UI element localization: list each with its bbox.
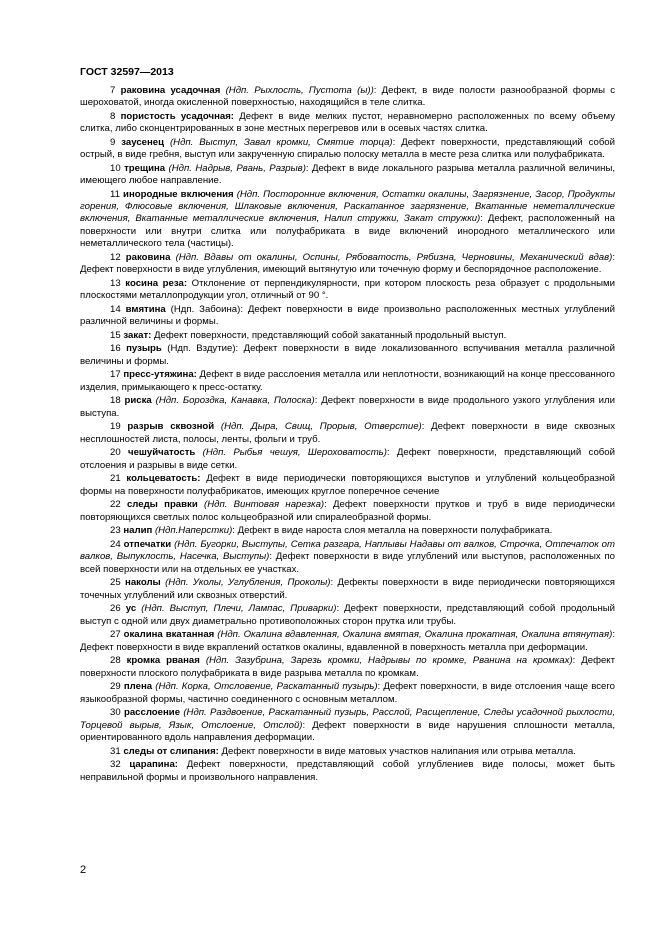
term-definition: : Дефект поверхности, представляющий собой острый, в виде гребня, выступ или закрученную спиралью полоску металла в месте реза слитка или полуфабриката. xyxy=(80,137,616,161)
page-number: 2 xyxy=(80,864,87,876)
term-entry xyxy=(80,681,615,705)
term-number: 10 xyxy=(110,163,121,174)
term-number: 19 xyxy=(110,421,121,433)
term-synonyms: (Ндп. Бугорки, Выступы, Сетка разгара, Наплывы Надавы от валков, Строчка, Отпечаток от валков, Выпуклость, Насечка, Выступы) xyxy=(80,539,616,563)
term-name: вмятина xyxy=(125,303,166,315)
term-number: 20 xyxy=(110,447,121,459)
term-synonyms: (Ндп. Уколы, Углубления, Проколы) xyxy=(165,577,331,589)
term-number: 24 xyxy=(110,539,121,551)
term-synonyms: (Ндп. Выступ, Завал кромки, Смятие торца) xyxy=(169,137,393,148)
term-name: окалина вкатанная xyxy=(123,629,215,641)
term-entry xyxy=(80,746,615,758)
term-name: плена xyxy=(123,681,153,693)
term-synonyms: (Ндп. Вдавы от окалины, Оспины, Рябоватость, Рябизна, Черновины, Механический вдав) xyxy=(175,251,613,263)
term-synonyms: (Ндп. Дыра, Свищ, Прорыв, Отверстие) xyxy=(220,421,422,433)
term-definition: : Дефект поверхности прутков и труб в виде периодически повторяющихся светлых полос кольцеобразной или спиралеобразной формы. xyxy=(80,499,615,523)
term-definition: Дефект поверхности, представляющий собой углублениев виде полосы, может быть неправильной формы и произвольного направления. xyxy=(80,759,615,783)
term-definition: (Ндп. Забоина): Дефект поверхности в виде произвольно расположенных местных углублений различной величины и формы. xyxy=(80,303,615,327)
term-number: 15 xyxy=(110,329,121,341)
term-name: чешуйчатость xyxy=(128,447,196,459)
term-number: 26 xyxy=(110,603,121,615)
term-definition: Отклонение от перпендикулярности, при котором плоскость реза образует с продольными плоскостями металлопродукции угол, отличный от 90 °. xyxy=(80,277,616,301)
term-definition: : Дефект поверхности в виде вкраплений остатков окалины, вдавленной в поверхность металла при деформации. xyxy=(80,629,615,653)
term-synonyms: (Ндп. Зазубрина, Зарезь кромки, Надрывы по кромке, Рванина на кромках) xyxy=(205,655,573,667)
term-name: царапина: xyxy=(129,759,178,771)
term-definition: : Дефект, в виде полости разнообразной формы с шероховатой, иногда окисленной поверхностью, находящийся в теле слитка. xyxy=(80,85,616,109)
term-definition: : Дефект поверхности, представляющий собой отслоения и разрывы в виде сетки. xyxy=(80,447,615,471)
term-entry xyxy=(80,163,615,187)
term-synonyms: (Ндп. Окалина вдавленная, Окалина вмятая, Окалина прокатная, Окалина втянутая) xyxy=(217,629,613,641)
document-body xyxy=(80,85,615,785)
term-number: 31 xyxy=(110,745,121,757)
term-name: заусенец xyxy=(121,137,165,148)
term-synonyms: (Ндп. Винтовая нарезка) xyxy=(204,499,325,511)
term-entry xyxy=(80,395,615,419)
term-synonyms: (Ндп. Бороздка, Канавка, Полоска) xyxy=(155,395,315,407)
term-number: 29 xyxy=(110,681,121,693)
term-definition: Дефект поверхности, представляющий собой закатанный продольный выступ. xyxy=(151,329,507,341)
term-name: налип xyxy=(123,525,153,537)
term-definition: : Дефект в виде локального разрыва металла различной величины, имеющего любое направление. xyxy=(80,163,616,187)
term-entry xyxy=(80,189,615,250)
term-synonyms: (Ндп. Посторонние включения, Остатки окалины, Загрязнение, Засор, Продукты горения, Флюсовые включения, Шлаковые включения, Раскатанное загрязнение, Вкатанные неметаллические включения, Вкатанные металлические включения, Налип стружки, Закат стружки) xyxy=(80,189,615,225)
term-definition: : Дефект поверхности плоского полуфабриката в виде разрыва металла по кромкам. xyxy=(80,655,615,679)
term-entry xyxy=(80,111,615,135)
term-number: 27 xyxy=(110,629,121,641)
term-name: закат: xyxy=(123,329,152,341)
term-name: инородные включения xyxy=(123,189,234,200)
term-number: 17 xyxy=(110,369,121,381)
term-entry xyxy=(80,137,615,161)
term-entry xyxy=(80,421,615,445)
term-name: трещина xyxy=(124,163,166,174)
term-synonyms: (Ндп. Надрыв, Рвань, Разрыв) xyxy=(168,163,306,174)
term-entry xyxy=(80,278,615,302)
term-definition: : Дефект поверхности в виде углублений или выступов, расположенных по всей поверхности или на отдельных ее участках. xyxy=(80,551,615,575)
term-name: пресс-утяжина: xyxy=(123,369,197,381)
term-synonyms: (Ндп. Рыхлость, Пустота (ы)) xyxy=(225,85,374,96)
term-name: пористость усадочная: xyxy=(120,111,235,122)
term-number: 9 xyxy=(110,137,116,148)
term-number: 13 xyxy=(110,277,121,289)
term-definition: (Ндп. Вздутие): Дефект поверхности в виде локализованного вспучивания металла различной величины и формы. xyxy=(80,343,615,367)
term-entry xyxy=(80,525,615,537)
term-number: 22 xyxy=(110,499,121,511)
term-synonyms: (Ндп. Корка, Отсловение, Раскатанный пузырь) xyxy=(155,681,378,693)
term-definition: : Дефект поверхности в виде нарушения сплошности металла, ориентированного вдоль направления деформации. xyxy=(80,719,615,743)
term-entry xyxy=(80,577,615,601)
document-header: ГОСТ 32597—2013 xyxy=(80,66,174,78)
term-entry xyxy=(80,629,615,653)
term-definition: : Дефект поверхности, представляющий собой продольный выступ с одной или двух диаметрально противоположных сторон прутка или трубы. xyxy=(80,603,615,627)
term-number: 11 xyxy=(110,189,120,200)
term-entry xyxy=(80,252,615,276)
term-name: следы правки xyxy=(126,499,198,511)
term-entry xyxy=(80,759,615,783)
term-name: косина реза: xyxy=(125,277,188,289)
term-definition: : Дефект поверхности в виде продольного узкого углубления или выступа. xyxy=(80,395,615,419)
term-number: 18 xyxy=(110,395,121,407)
term-name: наколы xyxy=(125,577,161,589)
term-entry xyxy=(80,473,615,497)
term-entry xyxy=(80,304,615,328)
term-entry xyxy=(80,655,615,679)
term-name: раковина xyxy=(125,251,171,263)
term-synonyms: (Ндп. Выступ, Плечи, Лампас, Приварки) xyxy=(141,603,337,615)
term-definition: Дефект поверхности в виде матовых участков налипания или отрыва металла. xyxy=(218,745,576,757)
term-synonyms: (Ндп. Раздвоение, Раскатанный пузырь, Расслой, Расщепление, Следы усадочной рыхлости, Торцевой вырыв, Язык, Отслоение, Отслой) xyxy=(80,707,615,731)
term-name: расслоение xyxy=(123,707,181,719)
term-number: 28 xyxy=(110,655,121,667)
term-entry xyxy=(80,603,615,627)
term-definition: : Дефект поверхности в виде углубления, имеющий вытянутую или точечную форму и беспорядочное расположение. xyxy=(80,251,616,275)
term-definition: : Дефект поверхности, в виде отслоения чаще всего языкообразной формы, частично соединенного с основным металлом. xyxy=(80,681,615,705)
term-definition: : Дефект поверхности в виде сквозных несплошностей листа, полосы, ленты, фольги и труб. xyxy=(80,421,616,445)
term-number: 25 xyxy=(110,577,121,589)
term-number: 16 xyxy=(110,343,121,355)
term-number: 21 xyxy=(110,473,121,485)
term-number: 7 xyxy=(110,85,116,96)
term-number: 12 xyxy=(110,251,121,263)
term-definition: Дефект в виде периодически повторяющихся выступов и углублений кольцеобразной формы на поверхности полуфабрикатов, имеющих круглое поперечное сечение xyxy=(80,473,616,497)
term-name: кольцеватость: xyxy=(126,473,201,485)
term-name: следы от слипания: xyxy=(123,745,219,757)
term-number: 8 xyxy=(110,111,116,122)
term-synonyms: (Ндп.Наперстки) xyxy=(154,525,233,537)
term-entry xyxy=(80,447,615,471)
term-entry xyxy=(80,369,615,393)
term-number: 32 xyxy=(110,759,121,771)
term-entry xyxy=(80,330,615,342)
term-entry xyxy=(80,707,615,744)
term-number: 30 xyxy=(110,707,121,719)
term-definition: : Дефект в виде нароста слоя металла на поверхности полуфабриката. xyxy=(232,525,553,537)
term-definition: : Дефект, расположенный на поверхности или внутри слитка или полуфабриката в виде включений инородного металлического или неметаллического тела (частицы). xyxy=(80,213,616,249)
term-name: кромка рваная xyxy=(126,655,200,667)
term-definition: : Дефекты поверхности в виде периодически повторяющихся точечных углублений или сквозных отверстий. xyxy=(80,577,615,601)
term-entry xyxy=(80,343,615,367)
term-name: ус xyxy=(125,603,137,615)
term-definition: Дефект в виде расслоения металла или неплотности, возникающий на конце прессованного изделия, примыкающего к пресс-остатку. xyxy=(80,369,615,393)
term-name: пузырь xyxy=(126,343,162,355)
term-entry xyxy=(80,539,615,576)
term-name: риска xyxy=(124,395,152,407)
term-name: отпечатки xyxy=(123,539,172,551)
term-name: разрыв сквозной xyxy=(127,421,215,433)
term-number: 23 xyxy=(110,525,121,537)
term-synonyms: (Ндп. Рыбья чешуя, Шероховатость) xyxy=(202,447,387,459)
term-definition: Дефект в виде мелких пустот, неравномерно расположенных по всему объему слитка, либо сконцентрированных в зоне местных перегревов или в осевых частях слитка. xyxy=(80,111,615,135)
term-entry xyxy=(80,499,615,523)
term-number: 14 xyxy=(110,303,121,315)
term-entry xyxy=(80,85,615,109)
term-name: раковина усадочная xyxy=(120,85,221,96)
